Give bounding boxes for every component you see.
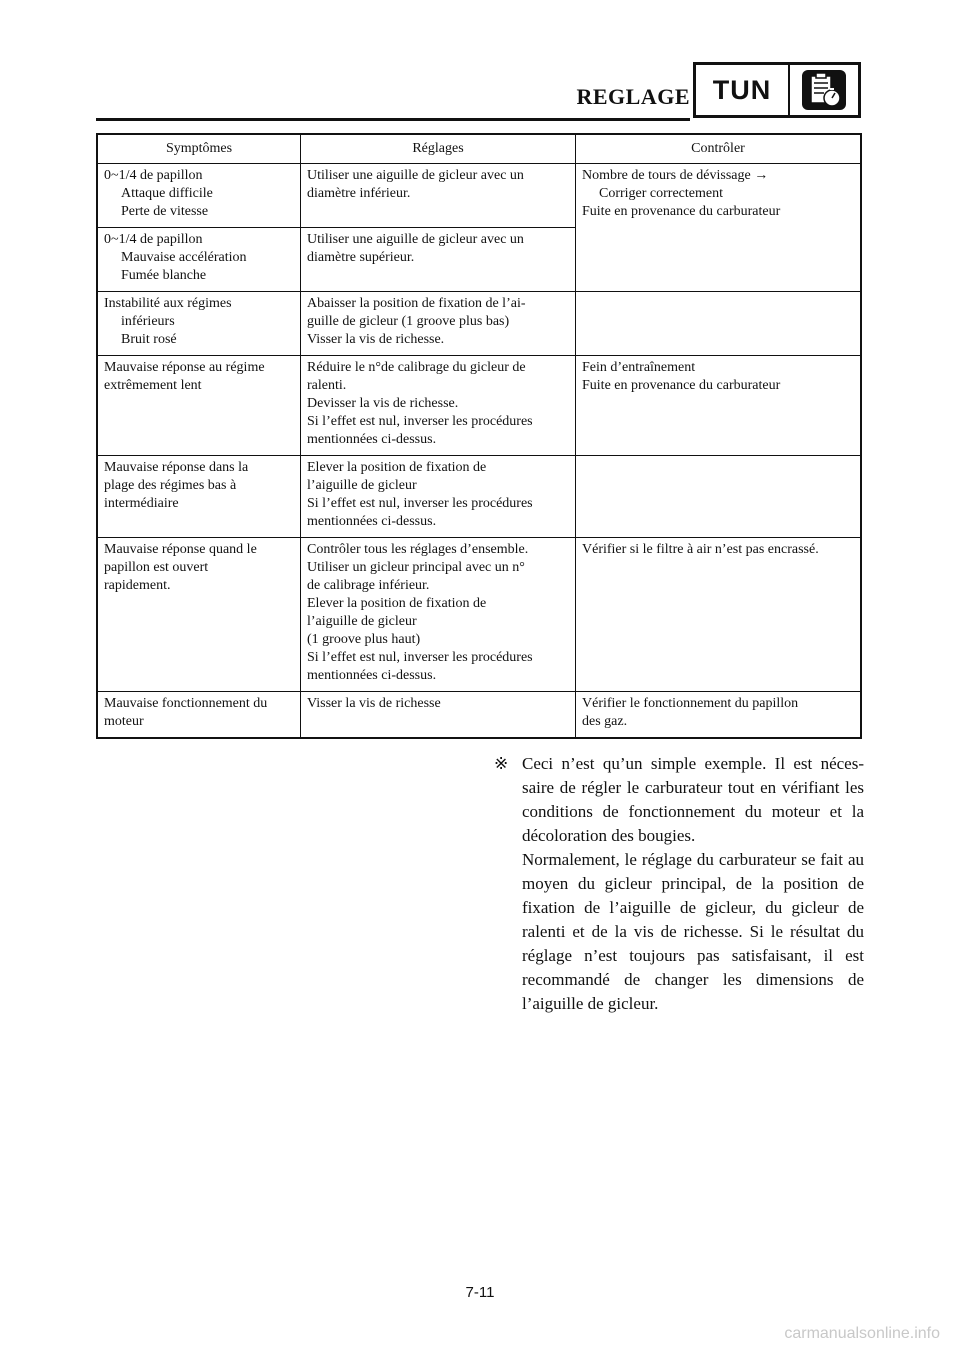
- symptom-line: extrêmement lent: [104, 378, 202, 393]
- symptom-line: inférieurs: [121, 314, 175, 329]
- note-paragraph: Normalement, le réglage du carburateur se fait au moyen du gicleur principal, de la position de fixation de l’aiguille de gicleur, du gicleur de ralenti et de la vis de richesse. Si le résultat du réglage n’est toujours pas satisfaisant, il est recommandé de changer les dimensions de l’aiguille de gicleur.: [522, 850, 864, 1013]
- setting-line: Visser la vis de richesse: [307, 696, 441, 711]
- table-row: [97, 538, 861, 692]
- symptom-line: intermédiaire: [104, 496, 179, 511]
- setting-cell: [301, 292, 576, 356]
- symptom-cell: [97, 164, 301, 228]
- setting-line: diamètre supérieur.: [307, 250, 415, 265]
- symptom-cell: [97, 456, 301, 538]
- header-rule: [96, 118, 690, 121]
- badge-label: TUN: [696, 65, 790, 115]
- check-line: Fuite en provenance du carburateur: [582, 204, 781, 219]
- setting-line: Si l’effet est nul, inverser les procédures: [307, 414, 533, 429]
- setting-line: mentionnées ci-dessus.: [307, 514, 437, 529]
- check-cell: [576, 692, 862, 739]
- symptom-line: plage des régimes bas à: [104, 478, 237, 493]
- setting-line: Contrôler tous les réglages d’ensemble.: [307, 542, 529, 557]
- table-row: [97, 164, 861, 228]
- setting-line: Devisser la vis de richesse.: [307, 396, 459, 411]
- symptom-line: Perte de vitesse: [121, 204, 209, 219]
- setting-cell: [301, 456, 576, 538]
- page-number: 7-11: [465, 1284, 495, 1301]
- symptom-cell: [97, 228, 301, 292]
- setting-cell: [301, 164, 576, 228]
- table-row: [97, 456, 861, 538]
- note-mark-icon: ※: [494, 754, 509, 773]
- check-cell: [576, 538, 862, 692]
- check-line: Vérifier si le filtre à air n’est pas encrassé.: [582, 542, 819, 557]
- symptom-cell: [97, 292, 301, 356]
- note-text: [522, 752, 864, 1016]
- table-header-row: [97, 134, 861, 164]
- check-line: Fuite en provenance du carburateur: [582, 378, 781, 393]
- setting-line: mentionnées ci-dessus.: [307, 668, 437, 683]
- setting-line: Abaisser la position de fixation de l’ai-: [307, 296, 526, 311]
- section-badge: [693, 62, 861, 118]
- setting-line: Elever la position de fixation de: [307, 460, 487, 475]
- setting-cell: [301, 538, 576, 692]
- symptom-line: moteur: [104, 714, 144, 729]
- symptom-line: Fumée blanche: [121, 268, 207, 283]
- setting-line: l’aiguille de gicleur: [307, 478, 417, 493]
- setting-line: Utiliser une aiguille de gicleur avec un: [307, 232, 524, 247]
- clipboard-stopwatch-icon: [790, 65, 858, 115]
- symptom-line: Mauvaise accélération: [121, 250, 247, 265]
- setting-line: Elever la position de fixation de: [307, 596, 487, 611]
- setting-line: Réduire le n°de calibrage du gicleur de: [307, 360, 526, 375]
- symptom-line: Attaque difficile: [121, 186, 213, 201]
- symptom-line: papillon est ouvert: [104, 560, 209, 575]
- setting-line: Utiliser un gicleur principal avec un n°: [307, 560, 525, 575]
- setting-line: Si l’effet est nul, inverser les procédures: [307, 650, 533, 665]
- setting-line: ralenti.: [307, 378, 347, 393]
- check-line: Nombre de tours de dévissage →: [582, 168, 769, 183]
- check-cell: [576, 292, 862, 356]
- setting-line: Visser la vis de richesse.: [307, 332, 445, 347]
- setting-line: diamètre inférieur.: [307, 186, 411, 201]
- check-cell: [576, 456, 862, 538]
- symptom-cell: [97, 356, 301, 456]
- setting-cell: [301, 692, 576, 739]
- setting-cell: [301, 356, 576, 456]
- symptom-line: 0~1/4 de papillon: [104, 232, 203, 247]
- section-title: REGLAGE: [576, 84, 690, 109]
- symptom-cell: [97, 692, 301, 739]
- carburetor-settings-table: [96, 133, 862, 739]
- symptom-line: rapidement.: [104, 578, 171, 593]
- column-header-symptoms: Symptômes: [97, 134, 301, 164]
- setting-line: de calibrage inférieur.: [307, 578, 430, 593]
- symptom-line: Mauvaise réponse quand le: [104, 542, 257, 557]
- setting-line: mentionnées ci-dessus.: [307, 432, 437, 447]
- check-line: Corriger correctement: [599, 186, 723, 201]
- note-block: [494, 752, 864, 1016]
- setting-line: guille de gicleur (1 groove plus bas): [307, 314, 510, 329]
- check-cell: [576, 164, 862, 292]
- setting-cell: [301, 228, 576, 292]
- watermark: carmanualsonline.info: [784, 1325, 940, 1342]
- symptom-line: Mauvaise réponse dans la: [104, 460, 249, 475]
- column-header-settings: Réglages: [301, 134, 576, 164]
- symptom-line: 0~1/4 de papillon: [104, 168, 203, 183]
- table-row: [97, 292, 861, 356]
- check-line: Vérifier le fonctionnement du papillon: [582, 696, 799, 711]
- setting-line: Si l’effet est nul, inverser les procédures: [307, 496, 533, 511]
- setting-line: l’aiguille de gicleur: [307, 614, 417, 629]
- table-row: [97, 692, 861, 739]
- column-header-check: Contrôler: [576, 134, 862, 164]
- check-cell: [576, 356, 862, 456]
- symptom-line: Bruit rosé: [121, 332, 177, 347]
- check-line: des gaz.: [582, 714, 628, 729]
- setting-line: Utiliser une aiguille de gicleur avec un: [307, 168, 524, 183]
- symptom-line: Mauvaise fonctionnement du: [104, 696, 268, 711]
- note-paragraph: Ceci n’est qu’un simple exemple. Il est néces-saire de régler le carburateur tout en vérifiant les conditions de fonctionnement du moteur et la décoloration des bougies.: [522, 754, 864, 845]
- symptom-line: Mauvaise réponse au régime: [104, 360, 265, 375]
- symptom-cell: [97, 538, 301, 692]
- setting-line: (1 groove plus haut): [307, 632, 421, 647]
- table-row: [97, 356, 861, 456]
- symptom-line: Instabilité aux régimes: [104, 296, 232, 311]
- check-line: Fein d’entraînement: [582, 360, 696, 375]
